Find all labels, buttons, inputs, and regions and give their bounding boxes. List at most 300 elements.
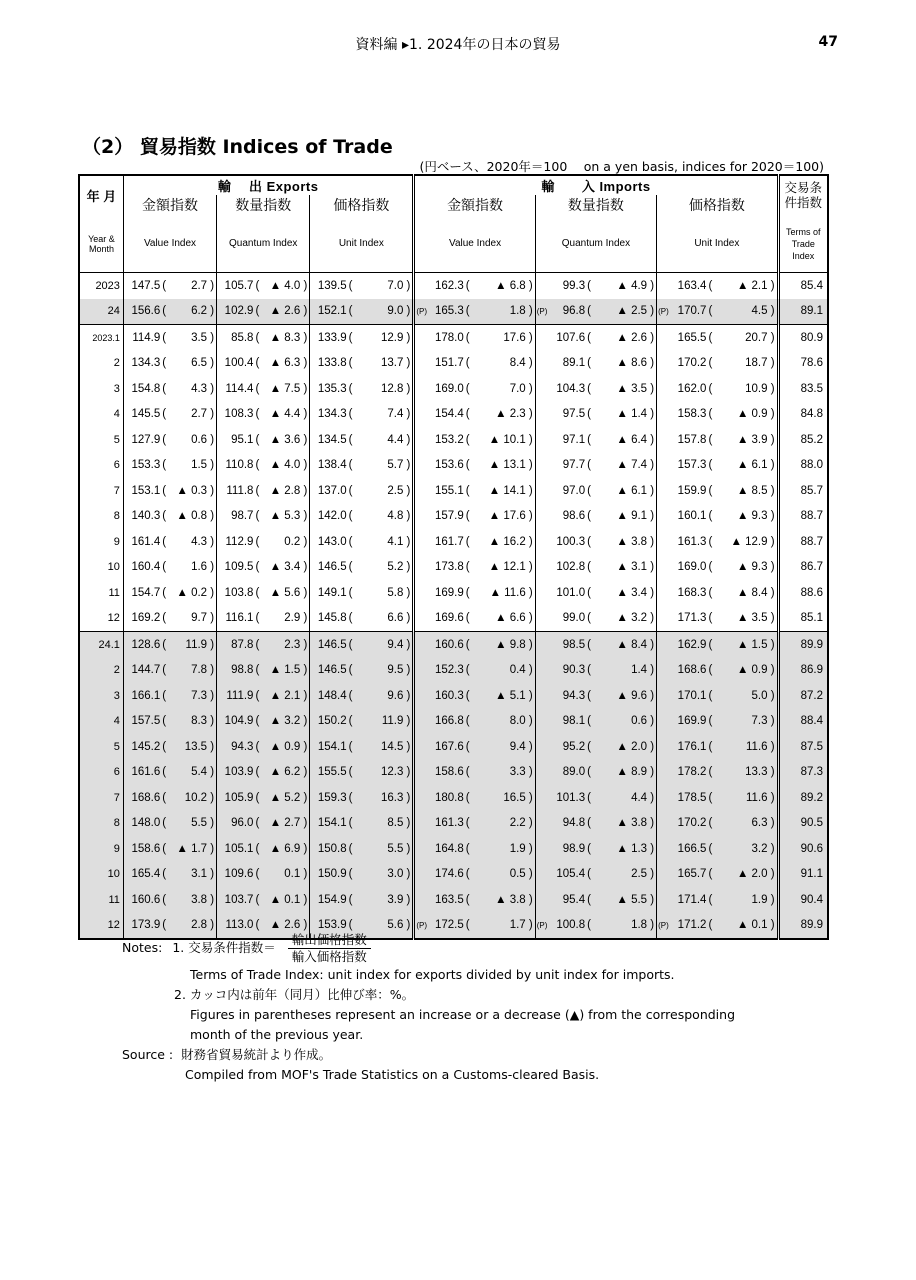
export-quantum: 104.9 (217, 709, 254, 735)
import-unit-prelim-mark (657, 606, 667, 632)
open-paren: ( (255, 638, 260, 651)
terms-of-trade: 88.7 (778, 504, 828, 530)
row-label: 10 (79, 862, 123, 888)
table-row (79, 606, 828, 632)
open-paren: ( (348, 357, 353, 370)
close-paren: ) (767, 791, 775, 804)
open-paren: ( (587, 382, 591, 395)
export-unit: 149.1 (310, 580, 347, 606)
export-unit-change (347, 887, 414, 913)
table-row (79, 478, 828, 504)
import-quantum-change-value: ▲ 3.5 (616, 382, 648, 395)
open-paren: ( (587, 842, 591, 855)
import-unit-change-value: ▲ 12.9 (730, 535, 768, 548)
export-value-change (160, 504, 216, 530)
export-value-change-value: 4.3 (191, 535, 208, 548)
open-paren: ( (255, 740, 260, 753)
import-value-prelim-mark (414, 580, 424, 606)
import-quantum-change-value: 2.5 (631, 868, 648, 881)
close-paren: ) (300, 817, 308, 830)
import-unit: 170.7 (666, 299, 706, 325)
table-row (79, 376, 828, 402)
import-value: 172.5 (424, 913, 464, 940)
import-value-change (464, 887, 536, 913)
import-unit: 161.3 (677, 535, 707, 548)
open-paren: ( (465, 433, 470, 446)
import-quantum: 98.9 (545, 836, 585, 862)
note-2-en-2: month of the previous year. (190, 1027, 364, 1042)
open-paren: ( (465, 842, 470, 855)
open-paren: ( (255, 535, 260, 548)
export-value: 128.6 (123, 632, 160, 658)
table-row (79, 504, 828, 530)
export-unit-change (347, 376, 414, 402)
export-quantum-change-value: ▲ 0.1 (269, 893, 301, 906)
close-paren: ) (767, 433, 775, 446)
terms-of-trade: 83.5 (778, 376, 828, 402)
export-quantum-change (253, 427, 309, 453)
export-unit-change (347, 504, 414, 530)
import-value-change-value: 1.7 (509, 919, 526, 932)
export-quantum: 113.0 (217, 913, 254, 940)
close-paren: ) (300, 305, 308, 318)
open-paren: ( (348, 689, 353, 702)
import-value-change-value: ▲ 12.1 (488, 561, 526, 574)
close-paren: ) (403, 433, 411, 446)
import-unit: 170.1 (666, 683, 706, 709)
import-unit-change (706, 606, 778, 632)
import-quantum-change (585, 402, 657, 428)
import-value-prelim-mark: (P) (414, 299, 424, 325)
close-paren: ) (403, 868, 411, 881)
import-quantum-change-value: ▲ 5.5 (616, 893, 648, 906)
export-quantum-change-value: 0.1 (284, 868, 301, 881)
export-value-change (160, 734, 216, 760)
import-unit: 160.1 (677, 510, 707, 523)
export-unit-change (347, 351, 414, 377)
import-unit-change-value: 7.3 (751, 715, 768, 728)
close-paren: ) (300, 740, 308, 753)
close-paren: ) (207, 279, 215, 292)
open-paren: ( (587, 433, 591, 446)
export-quantum: 109.6 (217, 862, 254, 888)
table-row (79, 402, 828, 428)
close-paren: ) (525, 664, 533, 677)
import-quantum: 89.0 (545, 760, 585, 786)
export-quantum-change (253, 580, 309, 606)
export-quantum-change-value: ▲ 5.3 (269, 510, 301, 523)
export-quantum-change-value: 2.9 (284, 612, 301, 625)
export-quantum: 105.9 (217, 785, 254, 811)
export-value: 156.6 (123, 299, 160, 325)
close-paren: ) (525, 893, 533, 906)
open-paren: ( (465, 919, 470, 932)
import-quantum-change (585, 478, 657, 504)
import-quantum-change (585, 709, 657, 735)
export-quantum-change-value: ▲ 6.2 (269, 766, 301, 779)
import-value-change (464, 785, 536, 811)
close-paren: ) (647, 919, 655, 932)
open-paren: ( (708, 638, 713, 651)
export-value-change (160, 887, 216, 913)
import-quantum-prelim-mark (535, 504, 545, 530)
open-paren: ( (255, 305, 260, 318)
import-value: 153.6 (434, 459, 464, 472)
import-quantum-change-value: ▲ 3.1 (616, 561, 648, 574)
close-paren: ) (300, 664, 308, 677)
import-quantum-prelim-mark (535, 555, 545, 581)
import-unit-change-value: ▲ 1.5 (736, 638, 768, 651)
open-paren: ( (587, 893, 591, 906)
import-quantum-prelim-mark (535, 427, 545, 453)
import-quantum-prelim-mark (535, 658, 545, 684)
export-quantum-change-value: ▲ 2.6 (269, 919, 301, 932)
import-value-prelim-mark (414, 453, 424, 479)
import-quantum-header-en: Quantum Index (535, 215, 656, 273)
import-quantum-change-value: 1.4 (631, 664, 648, 677)
close-paren: ) (525, 459, 533, 472)
import-unit-change-value: 1.9 (751, 893, 768, 906)
close-paren: ) (300, 484, 308, 497)
export-value-change-value: 1.6 (191, 561, 208, 574)
import-unit-prelim-mark: (P) (657, 299, 667, 325)
export-quantum: 109.5 (217, 555, 254, 581)
close-paren: ) (300, 689, 308, 702)
close-paren: ) (647, 305, 655, 318)
export-value-change-value: 9.7 (191, 612, 208, 625)
import-value-change (464, 709, 536, 735)
export-unit: 150.9 (310, 862, 347, 888)
import-quantum: 107.6 (545, 325, 585, 351)
close-paren: ) (300, 510, 308, 523)
table-row (79, 427, 828, 453)
import-value-change-value: 0.5 (509, 868, 526, 881)
import-unit-prelim-mark: (P) (657, 913, 667, 940)
open-paren: ( (708, 715, 713, 728)
table-row (79, 555, 828, 581)
close-paren: ) (647, 766, 655, 779)
import-quantum-prelim-mark (535, 683, 545, 709)
export-quantum-header: 数量指数 (217, 195, 310, 215)
row-label: 12 (107, 612, 120, 625)
close-paren: ) (767, 817, 775, 830)
import-unit-change (706, 887, 778, 913)
import-value: 160.3 (424, 683, 464, 709)
terms-of-trade: 89.2 (778, 785, 828, 811)
import-quantum: 90.3 (545, 658, 585, 684)
import-unit-change (706, 325, 778, 351)
export-unit-change-value: 3.9 (387, 893, 404, 906)
export-quantum-change-value: ▲ 5.6 (269, 586, 301, 599)
terms-of-trade: 89.9 (778, 632, 828, 658)
table-row (79, 273, 828, 299)
terms-of-trade: 87.5 (778, 734, 828, 760)
open-paren: ( (587, 357, 591, 370)
import-quantum-change (585, 427, 657, 453)
import-value: 161.3 (424, 811, 464, 837)
import-value-prelim-mark (414, 709, 424, 735)
export-unit: 145.8 (310, 606, 347, 632)
terms-of-trade: 90.5 (778, 811, 828, 837)
import-quantum-change (585, 785, 657, 811)
export-unit-change-value: 9.4 (387, 638, 404, 651)
row-label: 24 (79, 299, 123, 325)
open-paren: ( (348, 664, 353, 677)
import-unit-change-value: ▲ 0.1 (736, 919, 768, 932)
row-label: 3 (79, 683, 123, 709)
export-quantum-change-value: ▲ 2.8 (269, 484, 301, 497)
import-unit-prelim-mark (657, 402, 667, 428)
open-paren: ( (465, 689, 470, 702)
import-quantum: 101.3 (545, 785, 585, 811)
row-label: 2023 (79, 273, 123, 299)
import-unit-change-value: ▲ 2.1 (736, 279, 768, 292)
export-quantum-change-value: ▲ 3.4 (269, 561, 301, 574)
open-paren: ( (708, 842, 713, 855)
import-unit: 171.3 (677, 612, 707, 625)
open-paren: ( (708, 408, 713, 421)
import-unit-change (706, 760, 778, 786)
open-paren: ( (708, 740, 713, 753)
terms-of-trade: 85.4 (778, 273, 828, 299)
import-unit-prelim-mark (657, 529, 667, 555)
import-value-change (464, 325, 536, 351)
import-unit-change-value: ▲ 9.3 (736, 561, 768, 574)
export-quantum-change (253, 299, 309, 325)
export-unit: 154.9 (310, 887, 347, 913)
open-paren: ( (348, 791, 353, 804)
import-value-change-value: 16.5 (503, 791, 526, 804)
open-paren: ( (587, 331, 591, 344)
import-unit-change (706, 785, 778, 811)
import-value-change-value: ▲ 6.6 (495, 612, 526, 625)
open-paren: ( (162, 612, 167, 625)
export-unit-change-value: 9.0 (387, 305, 404, 318)
imports-header: 輸 入 Imports (414, 175, 778, 195)
export-quantum-change-value: ▲ 6.9 (269, 842, 301, 855)
import-unit-change (706, 836, 778, 862)
import-value: 164.8 (424, 836, 464, 862)
export-value-change (160, 325, 216, 351)
export-quantum-change (253, 478, 309, 504)
open-paren: ( (587, 459, 591, 472)
import-value: 163.5 (424, 887, 464, 913)
import-unit-prelim-mark (657, 427, 667, 453)
open-paren: ( (255, 817, 260, 830)
terms-of-trade: 85.1 (778, 606, 828, 632)
close-paren: ) (207, 357, 215, 370)
open-paren: ( (162, 740, 167, 753)
export-unit-change-value: 8.5 (387, 817, 404, 830)
row-label: 4 (113, 408, 120, 421)
import-unit-prelim-mark (657, 836, 667, 862)
import-value: 165.3 (424, 299, 464, 325)
close-paren: ) (300, 279, 308, 292)
export-quantum-change (253, 734, 309, 760)
import-quantum-change (585, 325, 657, 351)
import-unit-prelim-mark (657, 453, 667, 479)
open-paren: ( (465, 715, 470, 728)
close-paren: ) (767, 357, 775, 370)
import-value-prelim-mark (414, 402, 424, 428)
unit-note: (円ベース、2020年＝100 on a yen basis, indices for 2020＝100) (419, 159, 824, 174)
open-paren: ( (465, 279, 470, 292)
close-paren: ) (403, 893, 411, 906)
import-unit: 170.2 (677, 357, 707, 370)
import-value-change-value: 8.4 (509, 357, 526, 370)
import-unit: 165.7 (666, 862, 706, 888)
import-quantum: 98.6 (562, 510, 586, 523)
close-paren: ) (767, 740, 775, 753)
import-quantum-change (585, 606, 657, 632)
open-paren: ( (255, 791, 260, 804)
open-paren: ( (162, 331, 167, 344)
import-value-prelim-mark (414, 529, 424, 555)
import-unit-change (706, 299, 778, 325)
close-paren: ) (525, 510, 533, 523)
import-unit: 162.0 (677, 382, 707, 395)
export-unit-change (347, 836, 414, 862)
import-value: 158.6 (424, 760, 464, 786)
import-unit-change-value: 11.6 (746, 740, 768, 753)
import-value-change (464, 760, 536, 786)
open-paren: ( (348, 766, 353, 779)
import-unit-change-value: 18.7 (745, 357, 768, 370)
import-unit-change (706, 478, 778, 504)
import-quantum-prelim-mark (535, 580, 545, 606)
export-unit-change (347, 273, 414, 299)
close-paren: ) (525, 279, 533, 292)
import-value-prelim-mark (414, 351, 424, 377)
close-paren: ) (403, 766, 411, 779)
open-paren: ( (465, 638, 470, 651)
close-paren: ) (403, 510, 411, 523)
close-paren: ) (647, 459, 655, 472)
close-paren: ) (207, 612, 215, 625)
import-value: 169.0 (434, 382, 464, 395)
open-paren: ( (348, 817, 353, 830)
import-value-change-value: ▲ 14.1 (488, 484, 526, 497)
close-paren: ) (525, 740, 533, 753)
export-quantum-change-value: ▲ 0.9 (269, 740, 301, 753)
import-quantum-change (585, 683, 657, 709)
open-paren: ( (465, 893, 470, 906)
import-unit-change (706, 709, 778, 735)
close-paren: ) (300, 766, 308, 779)
close-paren: ) (207, 561, 215, 574)
import-unit-prelim-mark (657, 709, 667, 735)
export-quantum-change-value: ▲ 2.6 (269, 305, 301, 318)
open-paren: ( (162, 868, 167, 881)
export-unit-change-value: 16.3 (380, 791, 404, 804)
open-paren: ( (348, 459, 353, 472)
import-value: 174.6 (424, 862, 464, 888)
import-unit-prelim-mark (657, 811, 667, 837)
terms-of-trade: 85.2 (778, 427, 828, 453)
export-value-change (160, 376, 216, 402)
import-quantum-prelim-mark: (P) (535, 913, 545, 940)
row-label: 9 (113, 535, 120, 548)
terms-of-trade: 87.3 (778, 760, 828, 786)
export-quantum-change (253, 453, 309, 479)
import-unit-prelim-mark (657, 632, 667, 658)
table-row (79, 836, 828, 862)
open-paren: ( (348, 893, 353, 906)
export-value-change (160, 683, 216, 709)
import-unit-change (706, 273, 778, 299)
open-paren: ( (587, 586, 591, 599)
export-unit-change (347, 785, 414, 811)
import-unit-change (706, 453, 778, 479)
import-quantum-prelim-mark (535, 632, 545, 658)
export-value-change (160, 785, 216, 811)
close-paren: ) (207, 459, 215, 472)
export-unit-change (347, 453, 414, 479)
close-paren: ) (525, 791, 533, 804)
import-quantum: 99.3 (545, 273, 585, 299)
import-quantum-change (585, 529, 657, 555)
close-paren: ) (767, 715, 775, 728)
close-paren: ) (525, 868, 533, 881)
import-unit-change-value: ▲ 3.5 (736, 612, 768, 625)
row-label: 2023.1 (79, 325, 123, 351)
import-quantum: 100.8 (545, 913, 585, 940)
export-unit: 154.1 (310, 811, 347, 837)
row-label: 24.1 (79, 632, 123, 658)
row-label: 10 (107, 561, 120, 574)
export-quantum: 103.9 (217, 760, 254, 786)
source-label: Source : (122, 1047, 174, 1062)
import-quantum: 97.7 (562, 459, 586, 472)
close-paren: ) (207, 510, 215, 523)
open-paren: ( (255, 433, 260, 446)
import-quantum-change (585, 811, 657, 837)
open-paren: ( (162, 817, 167, 830)
import-unit-change-value: 4.5 (751, 305, 768, 318)
import-quantum: 97.1 (562, 433, 586, 446)
open-paren: ( (587, 766, 591, 779)
import-unit-prelim-mark (657, 760, 667, 786)
import-quantum-change (585, 351, 657, 377)
import-quantum-change-value: ▲ 1.3 (616, 842, 648, 855)
open-paren: ( (255, 689, 260, 702)
export-value-change-value: 6.2 (191, 305, 208, 318)
table-row (79, 760, 828, 786)
close-paren: ) (767, 689, 775, 702)
close-paren: ) (403, 817, 411, 830)
close-paren: ) (647, 791, 655, 804)
table-row (79, 658, 828, 684)
export-quantum: 105.1 (217, 836, 254, 862)
open-paren: ( (162, 382, 167, 395)
export-unit-change (347, 529, 414, 555)
close-paren: ) (300, 535, 308, 548)
import-value-change-value: ▲ 16.2 (488, 535, 526, 548)
open-paren: ( (255, 842, 260, 855)
import-quantum-change (585, 555, 657, 581)
export-unit-change (347, 325, 414, 351)
import-value-prelim-mark (414, 734, 424, 760)
export-unit: 159.3 (310, 785, 347, 811)
export-value-change (160, 478, 216, 504)
export-unit-change (347, 632, 414, 658)
import-value-prelim-mark (414, 683, 424, 709)
import-unit-change-value: 13.3 (745, 766, 768, 779)
export-value-change-value: 6.5 (191, 357, 208, 370)
import-quantum: 95.4 (545, 887, 585, 913)
open-paren: ( (162, 561, 167, 574)
close-paren: ) (403, 740, 411, 753)
